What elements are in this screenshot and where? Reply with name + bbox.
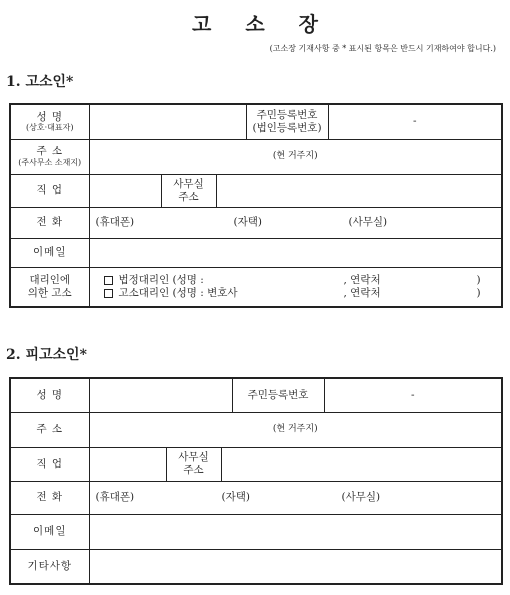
- agent-label-line2: 의한 고소: [27, 286, 72, 299]
- title-char: 장: [298, 12, 318, 36]
- id-field[interactable]: -: [324, 378, 502, 412]
- agent-label-cell: [10, 267, 89, 307]
- office-addr-label-line1: 사무실: [178, 451, 209, 464]
- email-field[interactable]: [89, 238, 502, 267]
- id-field[interactable]: -: [328, 104, 502, 139]
- addr-label: 주 소: [10, 412, 89, 447]
- id-label: 주민등록번호: [256, 109, 318, 122]
- addr-sublabel: (주사무소 소재지): [18, 158, 82, 167]
- name-label-cell: [10, 104, 89, 139]
- required-note: (고소장 기재사항 중 * 표시된 항목은 반드시 기재하여야 합니다.): [269, 44, 496, 53]
- legal-agent-label: 법정대리인 (성명 :: [118, 274, 204, 287]
- attorney-agent-checkbox[interactable]: [104, 289, 113, 298]
- id-sublabel: (법인등록번호): [252, 121, 322, 134]
- phone-home-label: (자택): [233, 216, 262, 229]
- office-addr-label: [161, 174, 216, 207]
- job-field[interactable]: [89, 447, 166, 481]
- id-label: 주민등록번호: [232, 378, 324, 412]
- id-label-cell: [246, 104, 328, 139]
- complainant-table: [9, 103, 503, 308]
- phone-mobile-label: (휴대폰): [95, 491, 135, 504]
- phone-office-label: (사무실): [348, 216, 388, 229]
- attorney-agent-option[interactable]: [104, 287, 502, 300]
- agent-label-line1: 대리인에: [29, 274, 71, 287]
- name-sublabel: (상호·대표자): [26, 123, 74, 133]
- attorney-agent-contact-label: , 연락처: [343, 286, 381, 299]
- other-field[interactable]: [89, 549, 502, 584]
- name-label: 성 명: [36, 110, 64, 123]
- section1-heading: 1. 고소인*: [6, 74, 74, 90]
- addr-field[interactable]: (현 거주지): [89, 139, 502, 174]
- office-addr-label: [166, 447, 221, 481]
- office-addr-label-line2: 주소: [178, 190, 199, 203]
- phone-label: 전 화: [10, 481, 89, 514]
- attorney-agent-close-paren: ): [476, 286, 481, 299]
- title-char: 고: [192, 12, 212, 36]
- office-addr-field[interactable]: [221, 447, 502, 481]
- name-field[interactable]: [89, 378, 232, 412]
- email-label: 이메일: [10, 514, 89, 549]
- phone-home-label: (자택): [221, 491, 250, 504]
- addr-label-cell: [10, 139, 89, 174]
- job-label: 직 업: [10, 447, 89, 481]
- section2-heading: 2. 피고소인*: [6, 347, 87, 363]
- phone-field[interactable]: [89, 207, 502, 238]
- phone-field[interactable]: [89, 481, 502, 514]
- name-label: 성 명: [10, 378, 89, 412]
- addr-field[interactable]: (현 거주지): [89, 412, 502, 447]
- legal-agent-option[interactable]: [104, 274, 502, 287]
- attorney-agent-label: 고소대리인 (성명 : 변호사: [118, 286, 238, 299]
- accused-table: [9, 377, 503, 585]
- office-addr-label-line1: 사무실: [173, 177, 204, 190]
- name-field[interactable]: [89, 104, 246, 139]
- job-label: 직 업: [10, 174, 89, 207]
- legal-agent-close-paren: ): [476, 274, 481, 287]
- document-title: [0, 8, 510, 37]
- legal-agent-contact-label: , 연락처: [343, 274, 381, 287]
- title-char: 소: [245, 12, 265, 36]
- other-label: 기타사항: [10, 549, 89, 584]
- phone-mobile-label: (휴대폰): [95, 216, 135, 229]
- office-addr-label-line2: 주소: [183, 464, 204, 476]
- legal-agent-checkbox[interactable]: [104, 276, 113, 285]
- office-addr-field[interactable]: [216, 174, 502, 207]
- phone-office-label: (사무실): [341, 491, 381, 504]
- phone-label: 전 화: [10, 207, 89, 238]
- email-field[interactable]: [89, 514, 502, 549]
- addr-label: 주 소: [36, 145, 64, 158]
- agent-options: [89, 267, 502, 307]
- email-label: 이메일: [10, 238, 89, 267]
- job-field[interactable]: [89, 174, 161, 207]
